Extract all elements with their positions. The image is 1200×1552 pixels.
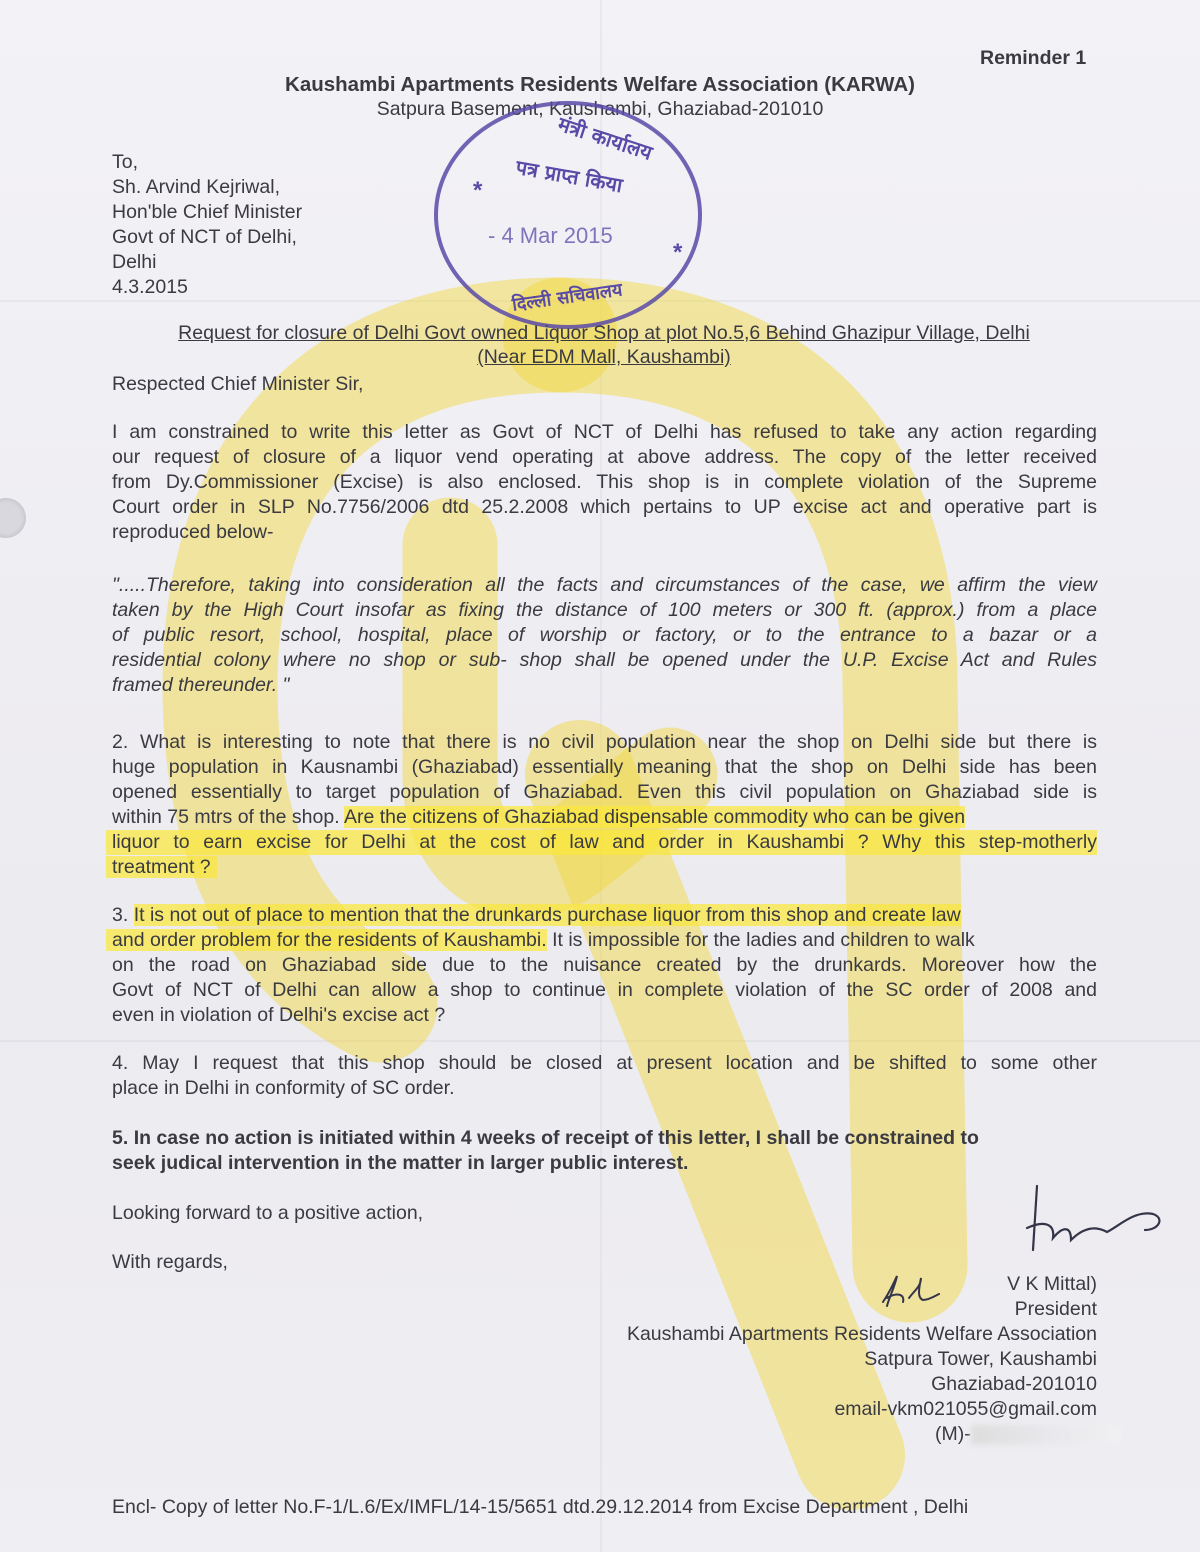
para2-line-4 bbox=[112, 805, 965, 830]
signatory-mobile bbox=[935, 1422, 1121, 1447]
para1-line: Court order in SLP No.7756/2006 dtd 25.2.2008 which pertains to UP excise act and operative part is bbox=[112, 496, 1097, 518]
para3-line: on the road on Ghaziabad side due to the nuisance created by the drunkards. Moreover how the bbox=[112, 954, 1097, 976]
para1-line: reproduced below- bbox=[112, 521, 274, 543]
para5-number: 5. bbox=[112, 1127, 134, 1149]
letter-date: 4.3.2015 bbox=[112, 276, 188, 298]
redacted-number bbox=[971, 1425, 1121, 1445]
punch-hole bbox=[0, 498, 26, 538]
stamp-date: - 4 Mar 2015 bbox=[488, 223, 613, 248]
to-line: Delhi bbox=[112, 251, 157, 273]
para4-line: place in Delhi in conformity of SC order. bbox=[112, 1077, 455, 1099]
org-address: Satpura Basement, Kaushambi, Ghaziabad-201010 bbox=[376, 98, 824, 120]
signatory-city: Ghaziabad-201010 bbox=[931, 1373, 1097, 1395]
initials-icon bbox=[875, 1272, 945, 1312]
para3-line-2 bbox=[106, 928, 975, 953]
stamp-star: * bbox=[473, 177, 483, 204]
closing-line: Looking forward to a positive action, bbox=[112, 1202, 424, 1224]
signatory-org: Kaushambi Apartments Residents Welfare Association bbox=[626, 1323, 1097, 1345]
stamp-bottom-text: दिल्ली सचिवालय bbox=[510, 279, 624, 316]
subject-line-2: (Near EDM Mall, Kaushambi) bbox=[477, 346, 731, 368]
to-line: Hon'ble Chief Minister bbox=[112, 201, 303, 223]
para3-plain-text: It is impossible for the ladies and children to walk bbox=[546, 929, 975, 951]
para2-highlight: liquor to earn excise for Delhi at the cost of law and order in Kaushambi ? Why this step-motherly bbox=[106, 830, 1097, 855]
para3-highlight: It is not out of place to mention that the drunkards purchase liquor from this shop and create law bbox=[133, 904, 961, 926]
para3-number: 3. bbox=[112, 904, 134, 926]
para5-line-2: seek judical intervention in the matter in larger public interest. bbox=[112, 1152, 689, 1174]
stamp-top-text: मंत्री कार्यालय bbox=[555, 111, 656, 165]
signatory-address: Satpura Tower, Kaushambi bbox=[864, 1348, 1097, 1370]
para3-line: even in violation of Delhi's excise act ? bbox=[112, 1004, 446, 1026]
quote-line: ".....Therefore, taking into consideration all the facts and circumstances of the case, we affirm the view bbox=[112, 574, 1097, 596]
para1-line: our request of closure of a liquor vend operating at above address. The copy of the letter received bbox=[112, 446, 1097, 468]
para4-line: 4. May I request that this shop should be closed at present location and be shifted to some other bbox=[112, 1052, 1097, 1074]
mobile-label: (M)- bbox=[935, 1423, 971, 1445]
reminder-label: Reminder 1 bbox=[980, 47, 1087, 69]
closing-regards: With regards, bbox=[112, 1251, 228, 1273]
stamp-mid-text: पत्र प्राप्त किया bbox=[514, 154, 625, 198]
para5-text: In case no action is initiated within 4 weeks of receipt of this letter, I shall be constrained to bbox=[133, 1127, 979, 1149]
signatory-title: President bbox=[1014, 1298, 1097, 1320]
para3-highlight: and order problem for the residents of Kaushambi. bbox=[106, 929, 547, 951]
para2-line: 2. What is interesting to note that there is no civil population near the shop on Delhi side but there is bbox=[112, 731, 1097, 753]
to-line: To, bbox=[112, 151, 139, 173]
para5-line-1 bbox=[112, 1126, 979, 1151]
para2-line: opened essentially to target population of Ghaziabad. Even this civil population on Ghaziabad side is bbox=[112, 781, 1097, 803]
para2-highlight: Are the citizens of Ghaziabad dispensable commodity who can be given bbox=[343, 806, 966, 828]
para3-line-1 bbox=[112, 903, 961, 928]
stamp-star: * bbox=[673, 239, 683, 266]
signature-icon bbox=[1015, 1180, 1185, 1260]
salutation: Respected Chief Minister Sir, bbox=[112, 373, 364, 395]
quote-line: of public resort, school, hospital, place of worship or factory, or to the entrance to a bazar or a bbox=[112, 624, 1097, 646]
to-line: Govt of NCT of Delhi, bbox=[112, 226, 297, 248]
signatory-email: email-vkm021055@gmail.com bbox=[834, 1398, 1097, 1420]
para3-line: Govt of NCT of Delhi can allow a shop to continue in complete violation of the SC order of 2008 and bbox=[112, 979, 1097, 1001]
watermark-logo-icon bbox=[150, 215, 970, 1515]
para2-line: huge population in Kausnambi (Ghaziabad) essentially meaning that the shop on Delhi side has been bbox=[112, 756, 1097, 778]
para1-line: from Dy.Commissioner (Excise) is also enclosed. This shop is in complete violation of the Supreme bbox=[112, 471, 1097, 493]
quote-line: residential colony where no shop or sub- shop shall be opened under the U.P. Excise Act and Rules bbox=[112, 649, 1097, 671]
quote-line: framed thereunder. " bbox=[112, 674, 290, 696]
para2-highlight: treatment ? bbox=[106, 856, 217, 878]
para2-plain-text: within 75 mtrs of the shop. bbox=[112, 806, 344, 828]
signatory-name: V K Mittal) bbox=[1007, 1273, 1097, 1295]
received-stamp bbox=[428, 95, 710, 335]
org-name: Kaushambi Apartments Residents Welfare Association (KARWA) bbox=[285, 73, 915, 96]
para1-line: I am constrained to write this letter as Govt of NCT of Delhi has refused to take any action regarding bbox=[112, 421, 1097, 443]
enclosure-line: Encl- Copy of letter No.F-1/L.6/Ex/IMFL/14-15/5651 dtd.29.12.2014 from Excise Department , Delhi bbox=[112, 1496, 969, 1518]
to-line: Sh. Arvind Kejriwal, bbox=[112, 176, 280, 198]
quote-line: taken by the High Court insofar as fixing the distance of 100 meters or 300 ft. (approx.) from a place bbox=[112, 599, 1097, 621]
subject-line-1: Request for closure of Delhi Govt owned Liquor Shop at plot No.5,6 Behind Ghazipur Village, Delhi bbox=[178, 322, 1030, 344]
